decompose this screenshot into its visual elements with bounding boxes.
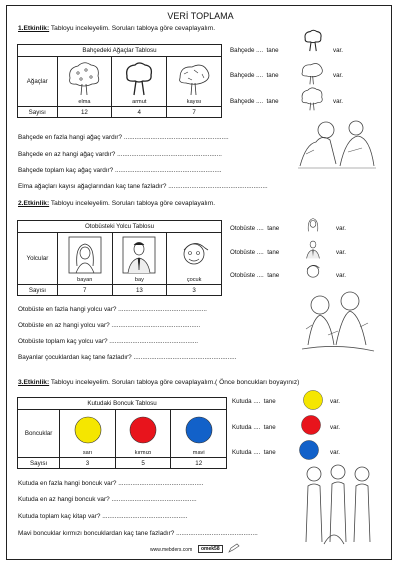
- tree-count-kayisi: 7: [167, 107, 222, 118]
- trees-side-var-1: var.: [333, 47, 343, 54]
- cartoon-friends-illustration: [294, 460, 384, 548]
- blue-bead-icon: [184, 415, 214, 445]
- passenger-name-cocuk: çocuk: [186, 277, 202, 283]
- apricot-tree-small-icon: [298, 60, 326, 85]
- trees-question-3: Bahçede toplam kaç ağaç vardır? ............................................................: [18, 167, 222, 174]
- passengers-side-row-2: Otobüste .... tane: [230, 249, 280, 256]
- apricot-tree-icon: [174, 60, 214, 96]
- tree-count-armut: 4: [112, 107, 167, 118]
- trees-question-4: Elma ağaçları kayısı ağaçlarından kaç tane fazladır? ........................................................: [18, 183, 268, 190]
- cartoon-bus-illustration: [298, 285, 378, 357]
- passenger-name-bay: bay: [134, 277, 144, 283]
- pencil-icon: [228, 543, 240, 553]
- beads-table: [17, 397, 227, 469]
- bead-name-kirmizi: kırmızı: [134, 450, 152, 456]
- passenger-cell-bayan: [57, 233, 112, 285]
- passengers-table-title: Otobüsteki Yolcu Tablosu: [18, 221, 222, 233]
- child-icon: [177, 236, 211, 274]
- passenger-cell-cocuk: [167, 233, 222, 285]
- beads-question-2: Kutuda en az hangi boncuk var? ................................................: [18, 496, 197, 503]
- beads-question-1: Kutuda en fazla hangi boncuk var? ................................................: [18, 480, 204, 487]
- activity-3-instruction: Tabloyu inceleyelim. Soruları tabloya göre cevaplayalım.( Önce boncukları boyayınız): [49, 379, 300, 386]
- beads-side-var-1: var.: [330, 398, 340, 405]
- trees-side-row-2: Bahçede .... tane: [230, 72, 279, 79]
- trees-side-var-2: var.: [333, 72, 343, 79]
- beads-question-3: Kutuda toplam kaç kitap var? ................................................: [18, 513, 188, 520]
- activity-3-heading: [18, 379, 299, 386]
- bead-count-mavi: 12: [171, 458, 227, 469]
- activity-1-heading: [18, 25, 215, 32]
- blue-bead-small-icon: [298, 439, 320, 461]
- passengers-question-1: Otobüste en fazla hangi yolcu var? ..................................................: [18, 306, 207, 313]
- passenger-count-bayan: 7: [57, 285, 112, 296]
- activity-2-label: 2.Etkinlik:: [18, 200, 50, 207]
- passenger-cell-bay: [112, 233, 167, 285]
- trees-side-row-3: Bahçede .... tane: [230, 98, 279, 105]
- activity-3-label: 3.Etkinlik:: [18, 379, 50, 386]
- bead-name-sari: sarı: [82, 450, 93, 456]
- passengers-side-row-3: Otobüste .... tane: [230, 272, 280, 279]
- beads-count-label: Sayısı: [18, 458, 60, 469]
- beads-side-row-2: Kutuda .... tane: [232, 424, 276, 431]
- passengers-question-4: Bayanlar çocuklardan kaç tane fazladır? ..........................................................: [18, 354, 237, 361]
- man-small-icon: [303, 237, 323, 259]
- bead-count-kirmizi: 5: [115, 458, 171, 469]
- trees-row-label: Ağaçlar: [18, 57, 58, 107]
- activity-1-label: 1.Etkinlik:: [18, 25, 50, 32]
- bead-count-sari: 3: [60, 458, 116, 469]
- passenger-name-bayan: bayan: [77, 277, 93, 283]
- passenger-count-bay: 13: [112, 285, 167, 296]
- tree-name-kayisi: kayısı: [186, 99, 202, 105]
- page-title: VERİ TOPLAMA: [167, 11, 234, 21]
- pear-tree-icon: [119, 60, 159, 96]
- tree-cell-elma: [57, 57, 112, 107]
- tree-name-armut: armut: [132, 99, 147, 105]
- tree-name-elma: elma: [78, 99, 91, 105]
- apple-tree-icon: [64, 60, 104, 96]
- activity-1-instruction: Tabloyu inceleyelim. Soruları tabloya göre cevaplayalım.: [49, 25, 216, 32]
- red-bead-icon: [128, 415, 158, 445]
- red-bead-small-icon: [300, 414, 322, 436]
- passenger-count-cocuk: 3: [167, 285, 222, 296]
- bead-name-mavi: mavi: [192, 450, 205, 456]
- cartoon-garden-illustration: [296, 114, 378, 170]
- pear-tree-small-icon: [300, 28, 326, 52]
- trees-side-row-1: Bahçede .... tane: [230, 47, 279, 54]
- tree-cell-armut: [112, 57, 167, 107]
- bead-cell-kirmizi: [115, 410, 171, 458]
- man-icon: [122, 236, 156, 274]
- tree-count-elma: 12: [57, 107, 112, 118]
- passengers-row-label: Yolcular: [18, 233, 58, 285]
- trees-question-2: Bahçede en az hangi ağaç vardır? ...........................................................: [18, 151, 222, 158]
- beads-row-label: Boncuklar: [18, 410, 60, 458]
- activity-2-instruction: Tabloyu inceleyelim. Soruları tabloya göre cevaplayalım.: [49, 200, 216, 207]
- activity-2-heading: [18, 200, 215, 207]
- trees-count-label: Sayısı: [18, 107, 58, 118]
- yellow-bead-icon: [73, 415, 103, 445]
- trees-question-1: Bahçede en fazla hangi ağaç vardır? ...........................................................: [18, 134, 229, 141]
- passengers-question-3: Otobüste toplam kaç yolcu var? ..................................................: [18, 338, 199, 345]
- beads-table-title: Kutudaki Boncuk Tablosu: [18, 398, 227, 410]
- passengers-side-row-1: Otobüste .... tane: [230, 225, 280, 232]
- footer-logo: omek58: [198, 545, 223, 553]
- passengers-count-label: Sayısı: [18, 285, 58, 296]
- woman-icon: [68, 236, 102, 274]
- apple-tree-small-icon: [298, 86, 326, 111]
- woman-small-icon: [303, 214, 323, 236]
- passengers-side-var-1: var.: [336, 225, 346, 232]
- trees-table: [17, 44, 222, 118]
- child-small-icon: [303, 261, 323, 283]
- beads-side-row-1: Kutuda .... tane: [232, 398, 276, 405]
- tree-cell-kayisi: [167, 57, 222, 107]
- bead-cell-mavi: [171, 410, 227, 458]
- beads-side-row-3: Kutuda .... tane: [232, 449, 276, 456]
- bead-cell-sari: [60, 410, 116, 458]
- beads-question-4: Mavi boncuklar kırmızı boncuklardan kaç tane fazladır? ..............................................: [18, 530, 258, 537]
- footer-site-link[interactable]: www.mebders.com: [150, 547, 193, 553]
- beads-side-var-2: var.: [330, 424, 340, 431]
- trees-side-var-3: var.: [333, 98, 343, 105]
- yellow-bead-small-icon: [302, 389, 324, 411]
- passengers-side-var-2: var.: [336, 249, 346, 256]
- passengers-side-var-3: var.: [336, 272, 346, 279]
- passengers-question-2: Otobüste en az hangi yolcu var? ..................................................: [18, 322, 201, 329]
- beads-side-var-3: var.: [330, 449, 340, 456]
- trees-table-title: Bahçedeki Ağaçlar Tablosu: [18, 45, 222, 57]
- passengers-table: [17, 220, 222, 296]
